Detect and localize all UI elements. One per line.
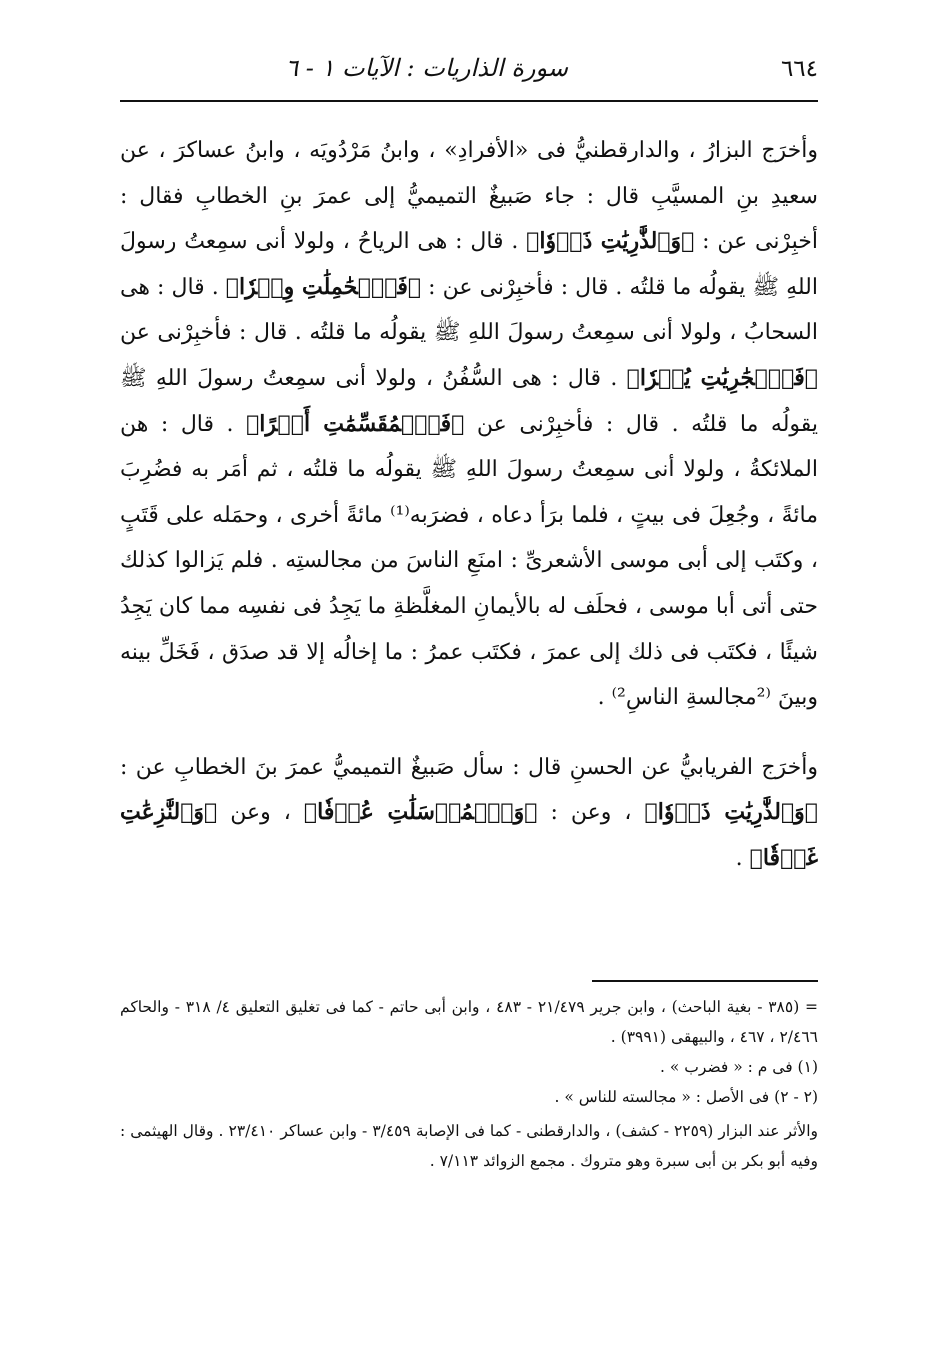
footnote-2: (٢ - ٢) فى الأصل : « مجالسته للناس » . [554,1088,818,1106]
paragraph [120,745,818,882]
text-run: . قال : هى السُّفُنُ ، ولولا أنى سمِعتُ رسولَ اللهِ ﷺ يقولُه ما قلتُه . قال : فأخبِرْنى عن [120,365,819,437]
text-run: وأخرَج البزارُ ، والدارقطنيُّ فى «الأفرادِ» ، وابنُ مَرْدُويَه ، وابنُ عساكرَ ، عن سعيدِ بنِ المسيَّبِ قال : جاء صَبيغٌ التميميُّ إلى عمرَ بنِ الخطابِ فقال : أخبِرْنى عن : [120,138,818,255]
quran-verse: ﴿فَٱلۡمُقَسِّمَٰتِ أَمۡرًا﴾ [246,410,465,437]
text-run: وأخرَج الفريابيُّ عن الحسنِ قال : سأل صَبيغٌ التميميُّ عمرَ بنَ الخطابِ عن : [120,754,818,780]
footnote-1: (١) فى م : « فضرب » . [660,1058,818,1076]
footnote-references: والأثر عند البزار (٢٢٥٩ - كشف) ، والدارقطنى - كما فى الإصابة ٣/٤٥٩ - وابن عساكر ٢٣/٤١٠ . وقال الهيثمى : وفيه أبو بكر بن أبى سبرة وهو متروك . مجمع الزوائد ٧/١١٣ . [120,1122,819,1170]
quran-verse: ﴿وَٱلنَّٰزِعَٰتِ غَرۡقٗا﴾ [120,799,818,871]
quran-verse: ﴿وَٱلذَّٰرِيَٰتِ ذَرۡوٗا﴾ [644,799,819,826]
text-run: . [735,845,750,871]
paragraph [120,128,818,721]
header-rule [120,100,818,102]
page-header [120,50,818,102]
quran-verse: ﴿وَٱلۡمُرۡسَلَٰتِ عُرۡفٗا﴾ [303,799,538,826]
page-number: ٦٦٤ [780,56,818,82]
quran-verse: ﴿فَٱلۡحَٰمِلَٰتِ وِقۡرٗا﴾ [225,273,422,300]
running-title: سورة الذاريات : الآيات ١ - ٦ [285,54,568,82]
text-run: . قال : هى السحابُ ، ولولا أنى سمِعتُ رسولَ اللهِ ﷺ يقولُه ما قلتُه . قال : فأخبِرْنى عن [120,274,818,346]
quran-verse: ﴿وَٱلذَّٰرِيَٰتِ ذَرۡوٗا﴾ [526,228,695,255]
footnotes [120,992,818,1176]
footnote-continued: = (٣٨٥ - بغية الباحث) ، وابن جرير ٢١/٤٧٩ - ٤٨٣ ، وابن أبى حاتم - كما فى تغليق التعليق ٤/ ٣١٨ - والحاكم ٢/٤٦٦ ، ٤٦٧ ، والبيهقى (٣٩٩١) . [120,998,818,1046]
main-text [120,128,818,882]
text-run: ، وعن [217,800,304,826]
text-run: ، وعن : [537,800,645,826]
text-run: . قال : هى الرياحُ ، ولولا أنى سمِعتُ رسولَ اللهِ ﷺ يقولُه ما قلتُه . قال : فأخبِرْنى عن : [120,229,818,300]
text-run: . قال : هن الملائكةُ ، ولولا أنى سمِعتُ رسولَ اللهِ ﷺ يقولُه ما قلتُه ، ثم أمَر به فضُرِبَ مائةً ، وجُعِلَ فى بيتٍ ، فلما برَأ دعاه ، فضرَبه⁽¹⁾ مائةً أخرى ، وحمَله على قَتَبٍ ، وكتَب إلى أبى موسى الأشعرىِّ : امنَعِ الناسَ من مجالستِه . فلم يَزالوا كذلك حتى أتى أبا موسى ، فحلَف له بالأيمانِ المغلَّظةِ ما يَجِدُ فى نفسِه مما كان يَجِدُ شيئًا ، فكتَب فى ذلك إلى عمرَ ، فكتَب عمرُ : ما إخالُه إلا قد صدَق ، فَخَلِّ بينه وبينَ ⁽²مجالسةِ الناسِ²⁾ . [120,411,818,711]
footnote-separator [592,980,818,982]
quran-verse: ﴿فَٱلۡجَٰرِيَٰتِ يُسۡرٗا﴾ [626,364,818,391]
